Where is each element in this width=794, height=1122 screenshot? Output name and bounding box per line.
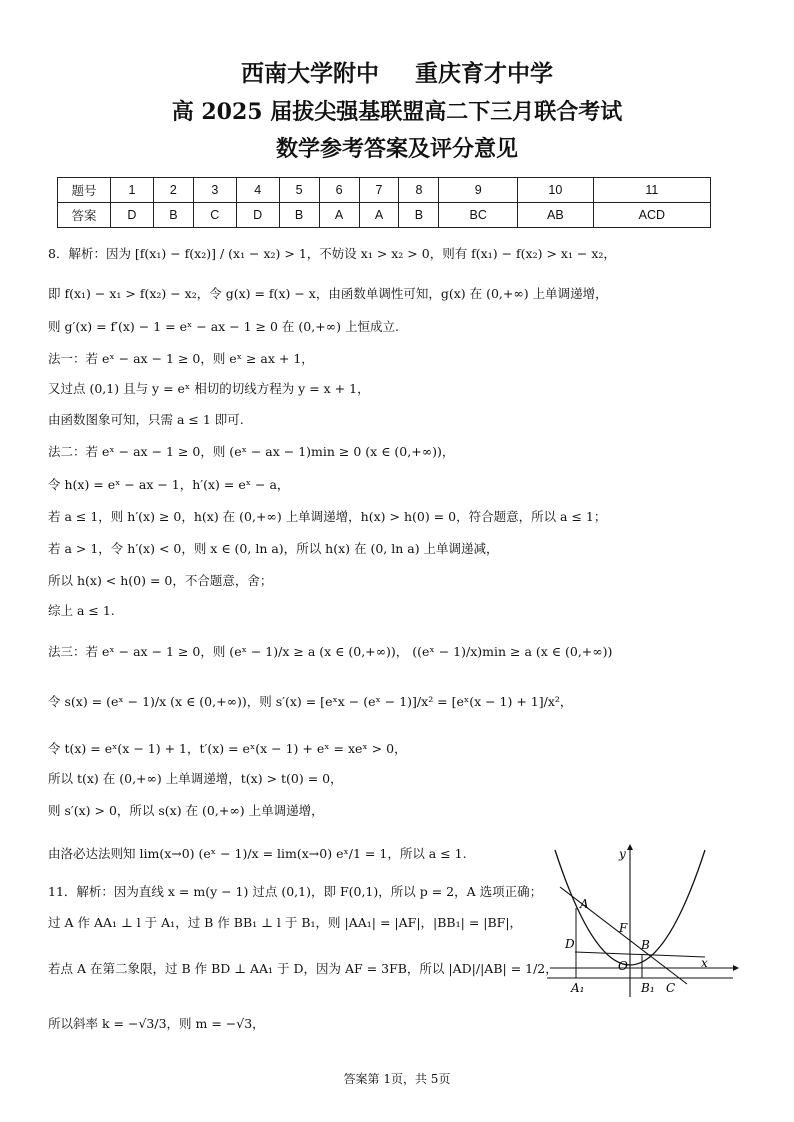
solution-line: 综上 a ≤ 1. bbox=[48, 603, 115, 618]
question-number: 10 bbox=[518, 178, 594, 203]
answer-cell: AB bbox=[518, 203, 594, 228]
solution-line: 若点 A 在第二象限，过 B 作 BD ⊥ AA₁ 于 D，因为 AF = 3FB，所以 |AD|/|AB| = 1/2， bbox=[48, 961, 558, 976]
y-axis-arrow bbox=[627, 844, 633, 850]
document-title: 数学参考答案及评分意见 bbox=[275, 136, 518, 162]
answer-cell: ACD bbox=[593, 203, 710, 228]
school-header bbox=[0, 55, 794, 88]
exam-title: 高 2025 届拔尖强基联盟高二下三月联合考试 bbox=[171, 99, 623, 125]
parabola-figure bbox=[545, 842, 745, 1002]
school-name-1: 西南大学附中 bbox=[241, 60, 379, 87]
solution-line: 由函数图象可知，只需 a ≤ 1 即可. bbox=[48, 412, 244, 427]
question-number: 11 bbox=[593, 178, 710, 203]
solution-line: 法二：若 eˣ − ax − 1 ≥ 0，则 (eˣ − ax − 1)min ≥ 0 (x ∈ (0,+∞))， bbox=[48, 444, 455, 459]
solution-line: 则 s′(x) > 0，所以 s(x) 在 (0,+∞) 上单调递增， bbox=[48, 803, 324, 818]
answer-cell: B bbox=[279, 203, 319, 228]
answer-cell: C bbox=[193, 203, 236, 228]
solution-line: 又过点 (0,1) 且与 y = eˣ 相切的切线方程为 y = x + 1， bbox=[48, 381, 370, 396]
label-b: B bbox=[641, 938, 650, 952]
solution-line: 若 a ≤ 1，则 h′(x) ≥ 0，h(x) 在 (0,+∞) 上单调递增，h(x) > h(0) = 0，符合题意，所以 a ≤ 1； bbox=[48, 509, 607, 524]
question-number: 7 bbox=[359, 178, 399, 203]
answer-cell: D bbox=[111, 203, 154, 228]
question-number: 8 bbox=[399, 178, 439, 203]
answer-cell: BC bbox=[439, 203, 518, 228]
question-number: 9 bbox=[439, 178, 518, 203]
label-a1: A₁ bbox=[571, 981, 585, 995]
solution-line: 过 A 作 AA₁ ⊥ l 于 A₁，过 B 作 BB₁ ⊥ l 于 B₁，则 |AA₁| = |AF|，|BB₁| = |BF|， bbox=[48, 915, 523, 930]
row-label: 答案 bbox=[58, 203, 111, 228]
solution-line: 所以 h(x) < h(0) = 0，不合题意，舍； bbox=[48, 573, 273, 588]
solution-line: 8．解析：因为 [f(x₁) − f(x₂)] / (x₁ − x₂) > 1，不妨设 x₁ > x₂ > 0，则有 f(x₁) − f(x₂) > x₁ − x₂， bbox=[48, 246, 616, 261]
answer-cell: A bbox=[359, 203, 399, 228]
solution-line: 法一：若 eˣ − ax − 1 ≥ 0，则 eˣ ≥ ax + 1， bbox=[48, 351, 314, 366]
solution-line: 法三：若 eˣ − ax − 1 ≥ 0，则 (eˣ − 1)/x ≥ a (x ∈ (0,+∞))， ((eˣ − 1)/x)min ≥ a (x ∈ (0,+∞)) bbox=[48, 644, 613, 659]
school-name-2: 重庆育才中学 bbox=[415, 60, 553, 87]
label-y: y bbox=[619, 847, 626, 861]
x-axis-arrow bbox=[733, 965, 739, 971]
label-c: C bbox=[666, 981, 676, 995]
answer-cell: D bbox=[236, 203, 279, 228]
question-number: 3 bbox=[193, 178, 236, 203]
line-through-b bbox=[575, 952, 705, 957]
label-f: F bbox=[619, 921, 628, 935]
solution-line: 令 s(x) = (eˣ − 1)/x (x ∈ (0,+∞))，则 s′(x) = [eˣx − (eˣ − 1)]/x² = [eˣ(x − 1) + 1]/x²， bbox=[48, 694, 573, 709]
label-d: D bbox=[565, 937, 575, 951]
solution-line: 令 t(x) = eˣ(x − 1) + 1，t′(x) = eˣ(x − 1) + eˣ = xeˣ > 0， bbox=[48, 741, 407, 756]
label-o: O bbox=[618, 959, 628, 973]
solution-line: 由洛必达法则知 lim(x→0) (eˣ − 1)/x = lim(x→0) eˣ/1 = 1，所以 a ≤ 1. bbox=[48, 846, 467, 861]
solution-line: 所以 t(x) 在 (0,+∞) 上单调递增，t(x) > t(0) = 0， bbox=[48, 771, 343, 786]
question-number: 2 bbox=[153, 178, 193, 203]
row-label: 题号 bbox=[58, 178, 111, 203]
answer-row bbox=[58, 203, 711, 228]
answer-cell: A bbox=[319, 203, 359, 228]
question-number: 1 bbox=[111, 178, 154, 203]
solution-line: 即 f(x₁) − x₁ > f(x₂) − x₂，令 g(x) = f(x) − x，由函数单调性可知，g(x) 在 (0,+∞) 上单调递增， bbox=[48, 286, 608, 301]
page-footer: 答案第 1页，共 5页 bbox=[343, 1072, 451, 1086]
question-number-row bbox=[58, 178, 711, 203]
label-b1: B₁ bbox=[641, 981, 655, 995]
solution-line: 若 a > 1，令 h′(x) < 0，则 x ∈ (0, ln a)，所以 h(x) 在 (0, ln a) 上单调递减， bbox=[48, 541, 499, 556]
answer-cell: B bbox=[153, 203, 193, 228]
solution-line: 11．解析：因为直线 x = m(y − 1) 过点 (0,1)，即 F(0,1)，所以 p = 2，A 选项正确； bbox=[48, 884, 543, 899]
answer-table bbox=[57, 177, 711, 228]
question-number: 6 bbox=[319, 178, 359, 203]
solution-line: 所以斜率 k = −√3/3，则 m = −√3， bbox=[48, 1016, 265, 1031]
label-x: x bbox=[701, 956, 708, 970]
solution-line: 令 h(x) = eˣ − ax − 1，h′(x) = eˣ − a， bbox=[48, 477, 290, 492]
question-number: 5 bbox=[279, 178, 319, 203]
solution-line: 则 g′(x) = f′(x) − 1 = eˣ − ax − 1 ≥ 0 在 (0,+∞) 上恒成立. bbox=[48, 319, 399, 334]
answer-cell: B bbox=[399, 203, 439, 228]
label-a: A bbox=[580, 897, 589, 911]
question-number: 4 bbox=[236, 178, 279, 203]
